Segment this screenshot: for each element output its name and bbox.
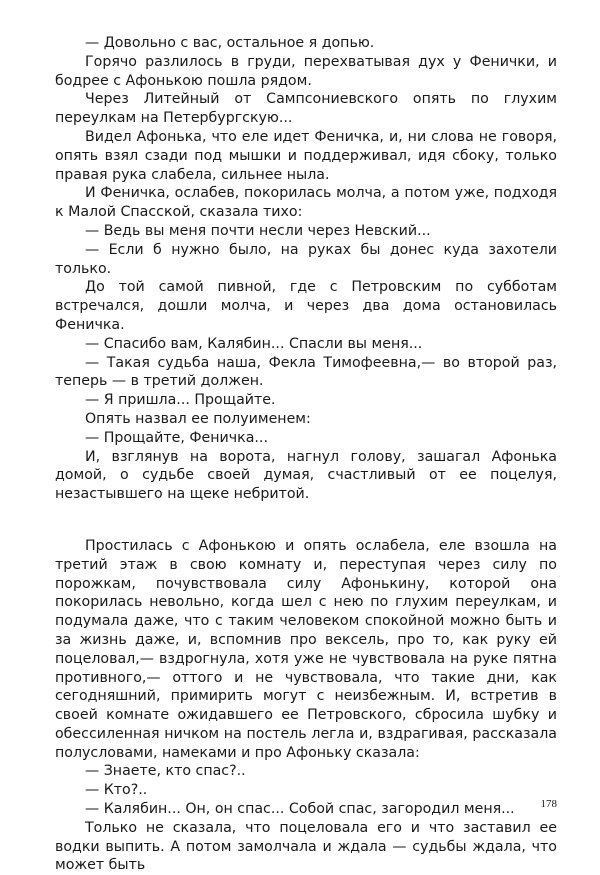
paragraph: Опять назвал ее полуименем:: [85, 410, 311, 427]
paragraph: — Спасибо вам, Калябин... Спасли вы меня...: [85, 335, 423, 352]
paragraph: — Прощайте, Феничка...: [85, 429, 268, 446]
paragraph: — Кто?..: [85, 782, 148, 799]
paragraph: — Калябин... Он, он спас... Собой спас, загородил меня...: [85, 801, 515, 818]
paragraph: И, взглянув на ворота, нагнул голову, зашагал Афонька домой, о судьбе своей думая, счастливый от ее поцелуя, незастывшего на щеке небритой.: [55, 448, 557, 503]
paragraph: До той самой пивной, где с Петровским по субботам встречался, дошли молча, и через два дома остановилась Феничка.: [55, 279, 557, 333]
paragraph: Только не сказала, что поцеловала его и что заставил ее водки выпить. А потом замолчала и ждала — судьбы ждала, что может быть: [55, 819, 557, 874]
section-top: [55, 34, 557, 504]
page-number: 178: [540, 798, 557, 810]
paragraph: Простилась с Афонькою и опять ослабела, еле взошла на третий этаж в свою комнату и, переступая через силу по порожкам, почувствовала силу Афонькину, которой она покорилась невольно, когда шел с нею по глухим переулкам, и подумала даже, что с таким человеком спокойной можно быть и за жизнь даже, и, вспомнив про вексель, про то, как руку ей поцеловал,— вздрогнула, хотя уже не чувствовала на руке пятна противного,— оттого и не чувствовала, что такие дни, как сегодняшний, примирить могут с неизбежным. И, встретив в своей комнате ожидавшего ее Петровского, сбросила шубку и обессиленная ничком на постель легла и, вздрагивая, рассказала полусловами, намеками и про Афоньку сказала:: [55, 537, 557, 761]
paragraph: — Я пришла... Прощайте.: [85, 392, 276, 409]
paragraph: Горячо разлилось в груди, перехватывая дух у Фенички, и бодрее с Афонькою пошла рядом.: [55, 53, 557, 89]
section-break: [55, 504, 557, 537]
paragraph: — Довольно с вас, остальное я допью.: [85, 35, 375, 51]
section-bottom: [55, 537, 557, 875]
paragraph: И Феничка, ослабев, покорилась молча, а потом уже, подходя к Малой Спасской, сказала тихо:: [55, 185, 557, 221]
paragraph: Видел Афонька, что еле идет Феничка, и, ни слова не говоря, опять взял сзади под мышки и поддерживал, идя сбоку, только правая рука слабела, сильнее ныла.: [55, 128, 557, 183]
paragraph: — Ведь вы меня почти несли через Невский...: [85, 222, 431, 239]
page-text: [55, 34, 557, 875]
paragraph: — Такая судьба наша, Фекла Тимофеевна,— во второй раз, теперь — в третий должен.: [55, 354, 557, 390]
paragraph: — Если б нужно было, на руках бы донес куда захотели только.: [55, 241, 557, 277]
paragraph: Через Литейный от Сампсониевского опять по глухим переулкам на Петербургскую...: [55, 91, 557, 127]
paragraph: — Знаете, кто спас?..: [85, 763, 246, 780]
